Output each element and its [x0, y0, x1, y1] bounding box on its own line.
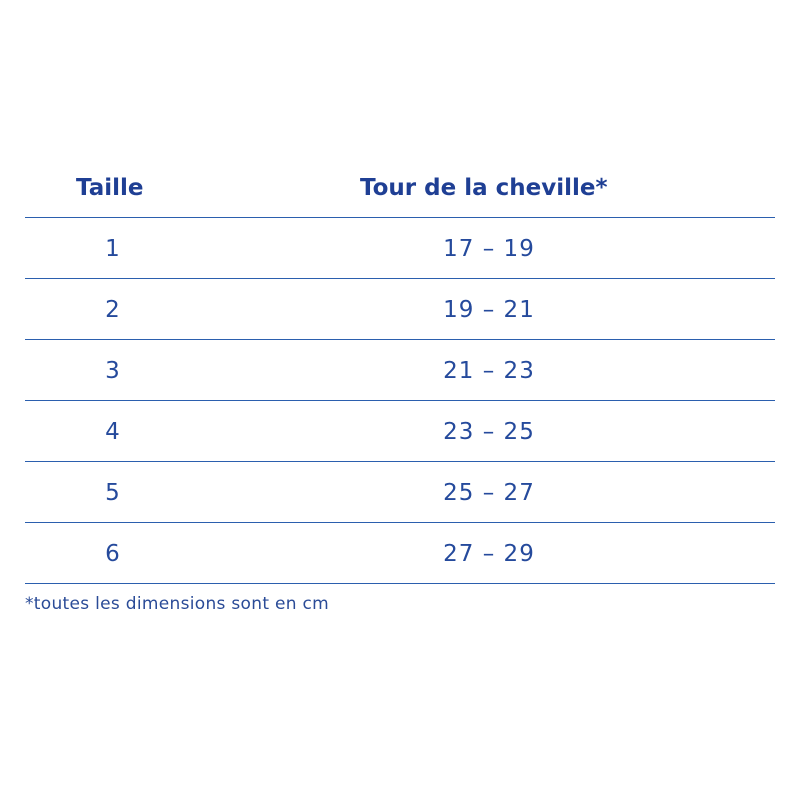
ankle-range-cell: 19 – 21 [443, 297, 535, 323]
size-cell: 2 [105, 297, 121, 323]
size-cell: 5 [105, 480, 121, 506]
table-row [25, 340, 775, 401]
ankle-range-cell: 27 – 29 [443, 541, 535, 567]
table-row [25, 462, 775, 523]
dimensions-footnote: *toutes les dimensions sont en cm [25, 594, 330, 614]
ankle-range-cell: 23 – 25 [443, 419, 535, 445]
size-cell: 6 [105, 541, 121, 567]
header-ankle-circumference: Tour de la cheville* [360, 175, 608, 201]
table-header [25, 166, 775, 218]
size-cell: 1 [105, 236, 121, 262]
ankle-range-cell: 21 – 23 [443, 358, 535, 384]
ankle-range-cell: 17 – 19 [443, 236, 535, 262]
ankle-range-cell: 25 – 27 [443, 480, 535, 506]
header-size: Taille [76, 175, 144, 201]
table-row [25, 279, 775, 340]
table-row [25, 218, 775, 279]
size-cell: 3 [105, 358, 121, 384]
table-row [25, 401, 775, 462]
size-table-body [25, 218, 775, 584]
size-cell: 4 [105, 419, 121, 445]
table-row [25, 523, 775, 584]
